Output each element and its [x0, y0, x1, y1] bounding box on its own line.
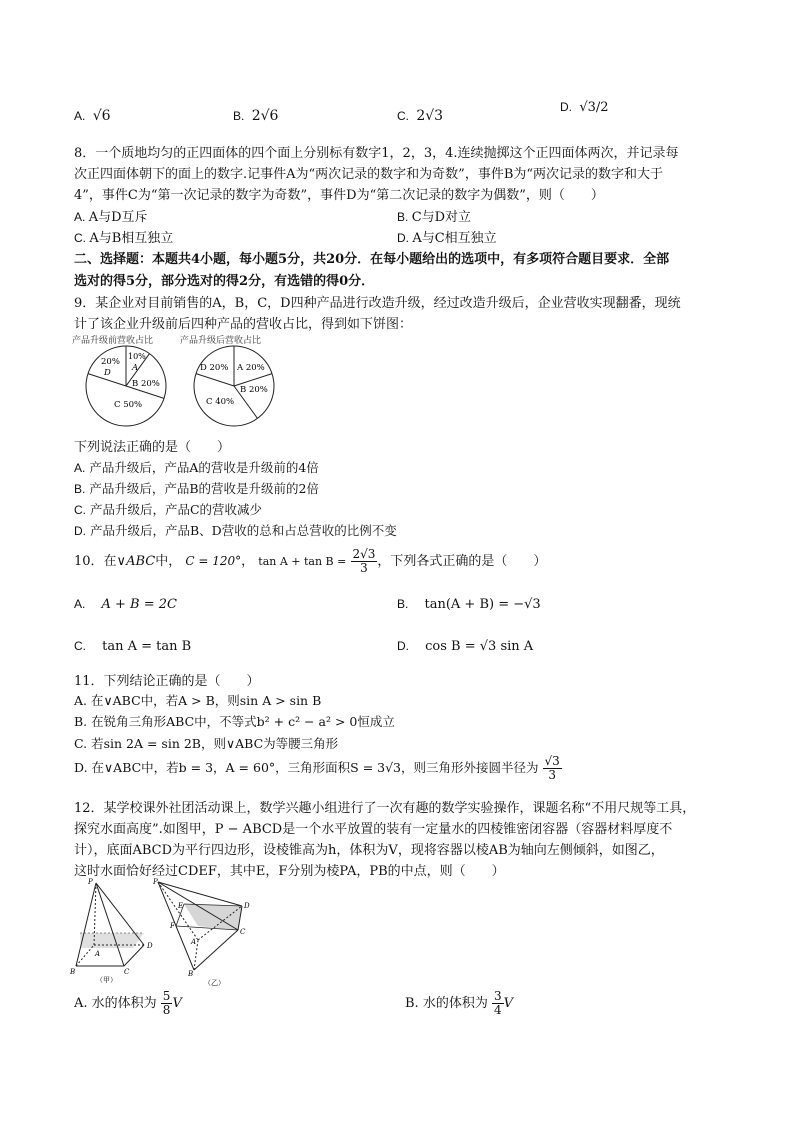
svg-text:B: B	[70, 968, 76, 976]
q10-tan-expr: tan A + tan B =	[258, 555, 347, 568]
q10-triangle: ABC	[126, 554, 156, 569]
svg-text:E: E	[178, 902, 184, 910]
q7-option-d	[560, 100, 609, 115]
q8-option-b	[397, 206, 471, 225]
q9-option-d	[74, 521, 397, 539]
svg-text:A: A	[95, 950, 101, 958]
q8-option-b-text: C与D对立	[411, 210, 472, 225]
pyramid-figure-jia	[70, 878, 160, 984]
q8-option-a-text: A与D互斥	[88, 210, 148, 225]
q9-option-c-label: C.	[74, 503, 86, 517]
q7-option-b-label: B.	[233, 109, 245, 123]
q9-option-a	[74, 458, 319, 476]
q12-option-a-den: 8	[162, 1003, 171, 1017]
q11-option-d-main: D. 在∨ABC中，若b = 3，A = 60°，三角形面积S = 3√3，则三角形外接圆半径为	[74, 760, 539, 775]
triangle-symbol: ∨	[116, 554, 127, 569]
q10-frac-num: 2√3	[352, 547, 376, 561]
fig-yi-caption: （乙）	[204, 979, 225, 987]
pie-before-label-c: C 50%	[114, 400, 143, 410]
q8-option-c-text: A与B相互独立	[89, 231, 174, 246]
q7-option-c-text: 2√3	[416, 108, 444, 124]
pie-before-label-b: B 20%	[132, 379, 160, 389]
section-2-line-2: 选对的得5分，部分选对的得2分，有选错的得0分．	[74, 274, 375, 289]
q10-suffix: ，下列各式正确的是（ ）	[377, 554, 547, 569]
q10-option-d	[397, 639, 533, 654]
q10-mid: 中，	[155, 554, 182, 569]
pie-before-label-d-pct: 20%	[101, 357, 120, 367]
q10-fraction	[351, 548, 378, 575]
q12-option-a-num: 5	[162, 989, 171, 1003]
q12-line-4: 这时水面恰好经过CDEF，其中E，F分别为棱PA，PB的中点，则（ ）	[74, 864, 505, 879]
q8-option-a	[74, 206, 148, 225]
q9-option-b	[74, 479, 319, 497]
section-2-line-1: 二、选择题：本题共4小题，每小题5分，共20分．在每小题给出的选项中，有多项符合题目要求．全部	[74, 252, 670, 267]
pie-after-title: 产品升级后营收占比	[180, 336, 262, 346]
q9-option-a-label: A.	[74, 461, 86, 475]
q8-line-2: 次正四面体朝下的面上的数字.记事件A为“两次记录的数字和为奇数”，事件B为“两次记录的数字和大于	[74, 167, 664, 182]
q8-option-d-text: A与C相互独立	[412, 231, 497, 246]
q7-option-b-text: 2√6	[251, 108, 279, 124]
q8-option-d	[397, 227, 497, 246]
q8-line-1: 8．一个质地均匀的正四面体的四个面上分别标有数字1，2，3，4.连续抛掷这个正四面体两次，并记录每	[74, 146, 679, 161]
q11-option-a: A. 在∨ABC中，若A > B，则sin A > sin B	[74, 693, 322, 708]
q10-frac-den: 3	[360, 561, 368, 575]
q11-option-b: B. 在锐角三角形ABC中，不等式b² + c² − a² > 0恒成立	[74, 714, 395, 729]
svg-text:C: C	[240, 928, 246, 936]
q9-option-c-text: 产品升级后，产品C的营收减少	[89, 502, 263, 517]
q12-option-b-fraction	[492, 990, 504, 1017]
q11-option-d-frac-num: √3	[544, 754, 560, 768]
q7-option-a	[74, 108, 111, 124]
svg-text:C: C	[124, 968, 130, 976]
q11-option-d-fraction	[543, 755, 562, 782]
pie-before-title: 产品升级前营收占比	[72, 336, 154, 346]
q12-option-b-num: 3	[493, 989, 502, 1003]
q12-option-b	[405, 990, 513, 1017]
q12-option-a-prefix: A. 水的体积为	[74, 996, 157, 1011]
q9-option-d-text: 产品升级后，产品B、D营收的总和占总营收的比例不变	[89, 523, 397, 538]
pie-before-label-a-pct: 10%	[128, 352, 146, 361]
q12-option-a	[74, 990, 182, 1017]
q10-option-a-text: A + B = 2C	[101, 597, 177, 612]
q8-option-a-label: A.	[74, 210, 86, 224]
q10-option-a	[74, 597, 177, 612]
q7-option-d-text: √3/2	[579, 100, 609, 115]
pie-after-label-a: A 20%	[237, 363, 265, 373]
pie-after-label-c: C 40%	[206, 397, 235, 407]
pie-before-label-d: D	[104, 368, 111, 378]
q8-option-c-label: C.	[74, 231, 86, 245]
q7-option-a-label: A.	[74, 109, 86, 123]
q11-option-c: C. 若sin 2A = sin 2B，则∨ABC为等腰三角形	[74, 736, 339, 751]
pie-before-chart	[80, 344, 172, 428]
q10-option-c-text: tan A = tan B	[102, 639, 192, 654]
q10-c-angle: C = 120°	[185, 554, 242, 568]
q10-option-c-label: C.	[74, 639, 86, 653]
pyramid-figure-yi	[150, 878, 254, 988]
q9-line-2: 计了该企业升级前后四种产品的营收占比，得到如下饼图：	[74, 317, 413, 332]
q8-option-d-label: D.	[397, 231, 409, 245]
q8-option-c	[74, 227, 173, 246]
q7-option-c	[397, 108, 443, 124]
q7-option-a-text: √6	[92, 108, 111, 124]
q9-stem: 下列说法正确的是（ ）	[74, 440, 231, 455]
svg-text:P: P	[88, 878, 93, 886]
q12-line-3: 计），底面ABCD为平行四边形，设棱锥高为h，体积为V，现将容器以棱AB为轴向左侧倾斜，如图乙，	[74, 843, 664, 858]
q9-option-b-text: 产品升级后，产品B的营收是升级前的2倍	[89, 481, 319, 496]
svg-text:D: D	[147, 942, 153, 950]
q12-option-b-den: 4	[493, 1003, 502, 1017]
q7-option-c-label: C.	[397, 109, 409, 123]
q12-line-1: 12．某学校课外社团活动课上，数学兴趣小组进行了一次有趣的数学实验操作，课题名称“不用尺规等工具，	[74, 801, 696, 816]
fig-jia-caption: （甲）	[96, 976, 117, 984]
q8-option-b-label: B.	[397, 210, 409, 224]
svg-text:D: D	[244, 902, 250, 910]
q8-line-3: 4”，事件C为“第一次记录的数字为奇数”，事件D为“第二次记录的数字为偶数”，则（ ）	[74, 188, 604, 203]
q10-option-b-text: tan(A + B) = −√3	[424, 597, 541, 612]
q10-option-a-label: A.	[74, 597, 86, 611]
q11-stem: 11．下列结论正确的是（ ）	[74, 674, 260, 689]
q10-option-b-label: B.	[397, 597, 409, 611]
q10-option-c	[74, 639, 191, 654]
q12-line-2: 探究水面高度”.如图甲，P − ABCD是一个水平放置的装有一定量水的四棱锥密闭容器（容器材料厚度不	[74, 822, 673, 837]
q12-option-b-prefix: B. 水的体积为	[405, 996, 488, 1011]
q10-option-d-label: D.	[397, 639, 409, 653]
q11-option-d-frac-den: 3	[548, 768, 556, 782]
svg-text:B: B	[188, 970, 194, 978]
q9-option-d-label: D.	[74, 524, 86, 538]
pie-before-label-a: A	[132, 363, 139, 373]
q9-option-a-text: 产品升级后，产品A的营收是升级前的4倍	[89, 460, 319, 475]
q9-option-c	[74, 500, 262, 518]
q10-prefix: 10．在	[74, 554, 117, 569]
q11-option-d	[74, 755, 562, 782]
svg-text:A: A	[191, 938, 197, 946]
pie-after-label-d: D 20%	[200, 363, 229, 373]
q12-option-a-v: V	[172, 996, 182, 1011]
q12-option-a-fraction	[161, 990, 173, 1017]
svg-text:P: P	[153, 878, 158, 886]
q10-option-d-text: cos B = √3 sin A	[425, 639, 534, 654]
q9-option-b-label: B.	[74, 482, 86, 496]
q9-line-1: 9．某企业对目前销售的A，B，C，D四种产品进行改造升级，经过改造升级后，企业营收实现翻番，现统	[74, 296, 681, 311]
q7-option-b	[233, 108, 278, 124]
q12-option-b-v: V	[503, 996, 513, 1011]
svg-text:F: F	[170, 922, 175, 930]
pie-after-chart	[188, 344, 280, 428]
pie-after-label-b: B 20%	[240, 385, 268, 395]
q10-option-b	[397, 597, 541, 612]
q7-option-d-label: D.	[560, 100, 572, 114]
q10-stem: 10．在∨ABC中， C = 120°， tan A + tan B = $\frac{2√3}{3}$ ，下列各式正确的是（ ）	[74, 547, 547, 575]
